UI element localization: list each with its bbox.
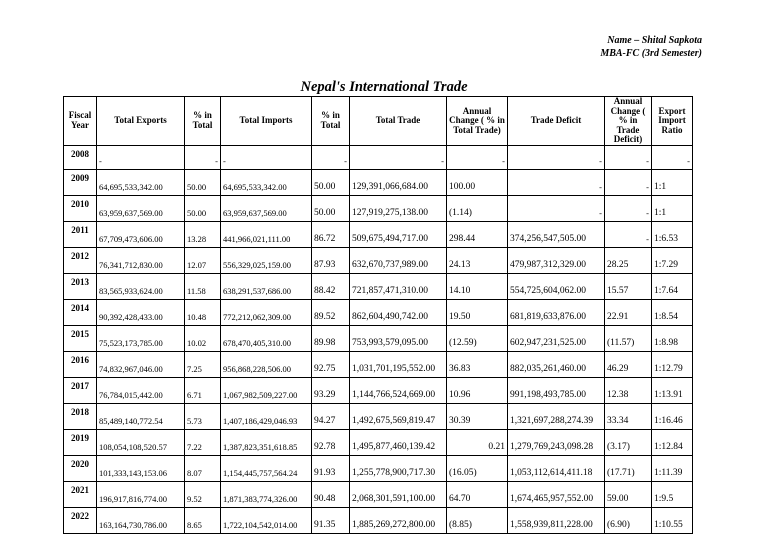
cell-total-imports: 1,871,383,774,326.00	[221, 481, 312, 507]
cell-annual-change-trade: 36.83	[447, 351, 508, 377]
cell-trade-deficit: 1,279,769,243,098.28	[508, 429, 605, 455]
cell-export-share: 9.52	[185, 481, 221, 507]
header-total-trade: Total Trade	[350, 97, 447, 146]
cell-export-import-ratio: 1:8.54	[652, 299, 693, 325]
cell-fiscal-year: 2009	[64, 169, 97, 195]
cell-export-import-ratio: 1:7.64	[652, 273, 693, 299]
cell-total-trade: 509,675,494,717.00	[350, 221, 447, 247]
cell-trade-deficit: 1,674,465,957,552.00	[508, 481, 605, 507]
cell-total-exports: 101,333,143,153.06	[97, 455, 185, 481]
cell-annual-change-trade: (8.85)	[447, 507, 508, 533]
cell-total-exports: 75,523,173,785.00	[97, 325, 185, 351]
cell-fiscal-year: 2011	[64, 221, 97, 247]
trade-table	[63, 96, 693, 534]
cell-annual-change-deficit: (3.17)	[605, 429, 652, 455]
cell-export-share: -	[185, 145, 221, 169]
cell-trade-deficit: 1,321,697,288,274.39	[508, 403, 605, 429]
cell-total-imports: 441,966,021,111.00	[221, 221, 312, 247]
cell-export-share: 12.07	[185, 247, 221, 273]
cell-total-exports: -	[97, 145, 185, 169]
cell-import-share: 91.35	[312, 507, 350, 533]
cell-trade-deficit: -	[508, 145, 605, 169]
cell-export-import-ratio: 1:1	[652, 169, 693, 195]
cell-total-trade: 2,068,301,591,100.00	[350, 481, 447, 507]
cell-total-imports: 1,154,445,757,564.24	[221, 455, 312, 481]
cell-total-imports: 678,470,405,310.00	[221, 325, 312, 351]
header-fiscal-year: Fiscal Year	[64, 97, 97, 146]
cell-total-exports: 76,341,712,830.00	[97, 247, 185, 273]
cell-annual-change-trade: 64.70	[447, 481, 508, 507]
cell-trade-deficit: 374,256,547,505.00	[508, 221, 605, 247]
cell-total-exports: 64,695,533,342.00	[97, 169, 185, 195]
cell-trade-deficit: 602,947,231,525.00	[508, 325, 605, 351]
cell-total-imports: 772,212,062,309.00	[221, 299, 312, 325]
cell-export-import-ratio: 1:11.39	[652, 455, 693, 481]
cell-trade-deficit: 882,035,261,460.00	[508, 351, 605, 377]
cell-annual-change-trade: 10.96	[447, 377, 508, 403]
header-annual-change-trade: Annual Change ( % in Total Trade)	[447, 97, 508, 146]
cell-export-share: 7.22	[185, 429, 221, 455]
cell-total-imports: 1,067,982,509,227.00	[221, 377, 312, 403]
table-header-row	[64, 97, 693, 146]
cell-total-exports: 163,164,730,786.00	[97, 507, 185, 533]
cell-total-trade: 1,492,675,569,819.47	[350, 403, 447, 429]
cell-fiscal-year: 2010	[64, 195, 97, 221]
table-row	[64, 429, 693, 455]
cell-total-exports: 83,565,933,624.00	[97, 273, 185, 299]
header-import-share: % in Total	[312, 97, 350, 146]
cell-export-share: 11.58	[185, 273, 221, 299]
cell-total-trade: 1,144,766,524,669.00	[350, 377, 447, 403]
cell-trade-deficit: -	[508, 195, 605, 221]
cell-fiscal-year: 2014	[64, 299, 97, 325]
cell-annual-change-deficit: (6.90)	[605, 507, 652, 533]
cell-annual-change-trade: 100.00	[447, 169, 508, 195]
cell-import-share: 88.42	[312, 273, 350, 299]
author-name: Name – Shital Sapkota	[607, 35, 702, 46]
cell-trade-deficit: 991,198,493,785.00	[508, 377, 605, 403]
cell-total-trade: 1,031,701,195,552.00	[350, 351, 447, 377]
cell-total-imports: 556,329,025,159.00	[221, 247, 312, 273]
cell-total-imports: -	[221, 145, 312, 169]
cell-total-exports: 63,959,637,569.00	[97, 195, 185, 221]
cell-total-trade: 862,604,490,742.00	[350, 299, 447, 325]
cell-export-import-ratio: 1:9.5	[652, 481, 693, 507]
cell-total-imports: 64,695,533,342.00	[221, 169, 312, 195]
cell-import-share: 50.00	[312, 195, 350, 221]
table-row	[64, 481, 693, 507]
cell-annual-change-deficit: 28.25	[605, 247, 652, 273]
table-row	[64, 377, 693, 403]
cell-export-share: 13.28	[185, 221, 221, 247]
cell-total-trade: 1,495,877,460,139.42	[350, 429, 447, 455]
cell-import-share: 92.78	[312, 429, 350, 455]
cell-fiscal-year: 2022	[64, 507, 97, 533]
cell-total-trade: 129,391,066,684.00	[350, 169, 447, 195]
cell-import-share: 87.93	[312, 247, 350, 273]
cell-annual-change-deficit: 15.57	[605, 273, 652, 299]
cell-total-exports: 90,392,428,433.00	[97, 299, 185, 325]
cell-annual-change-deficit: 59.00	[605, 481, 652, 507]
cell-annual-change-trade: 14.10	[447, 273, 508, 299]
cell-export-share: 8.07	[185, 455, 221, 481]
cell-export-import-ratio: 1:8.98	[652, 325, 693, 351]
cell-trade-deficit: 479,987,312,329.00	[508, 247, 605, 273]
cell-annual-change-deficit: -	[605, 195, 652, 221]
cell-export-share: 5.73	[185, 403, 221, 429]
cell-export-share: 10.02	[185, 325, 221, 351]
cell-total-exports: 67,709,473,606.00	[97, 221, 185, 247]
cell-fiscal-year: 2013	[64, 273, 97, 299]
cell-fiscal-year: 2020	[64, 455, 97, 481]
cell-import-share: -	[312, 145, 350, 169]
cell-import-share: 92.75	[312, 351, 350, 377]
cell-annual-change-deficit: -	[605, 145, 652, 169]
cell-total-trade: 1,255,778,900,717.30	[350, 455, 447, 481]
cell-export-import-ratio: 1:13.91	[652, 377, 693, 403]
cell-annual-change-trade: (16.05)	[447, 455, 508, 481]
cell-export-import-ratio: 1:1	[652, 195, 693, 221]
cell-fiscal-year: 2018	[64, 403, 97, 429]
cell-annual-change-deficit: 33.34	[605, 403, 652, 429]
cell-annual-change-trade: -	[447, 145, 508, 169]
cell-annual-change-deficit: 46.29	[605, 351, 652, 377]
cell-total-exports: 74,832,967,046.00	[97, 351, 185, 377]
cell-total-exports: 196,917,816,774.00	[97, 481, 185, 507]
author-program: MBA-FC (3rd Semester)	[600, 48, 702, 59]
cell-total-trade: 721,857,471,310.00	[350, 273, 447, 299]
table-row	[64, 195, 693, 221]
cell-fiscal-year: 2016	[64, 351, 97, 377]
cell-import-share: 50.00	[312, 169, 350, 195]
cell-total-exports: 85,489,140,772.54	[97, 403, 185, 429]
cell-total-imports: 63,959,637,569.00	[221, 195, 312, 221]
table-row	[64, 273, 693, 299]
cell-annual-change-deficit: (11.57)	[605, 325, 652, 351]
cell-export-share: 50.00	[185, 169, 221, 195]
cell-export-import-ratio: -	[652, 145, 693, 169]
cell-export-import-ratio: 1:6.53	[652, 221, 693, 247]
table-body	[64, 145, 693, 533]
header-export-share: % in Total	[185, 97, 221, 146]
cell-import-share: 90.48	[312, 481, 350, 507]
cell-trade-deficit: 1,558,939,811,228.00	[508, 507, 605, 533]
cell-trade-deficit: 554,725,604,062.00	[508, 273, 605, 299]
cell-export-share: 8.65	[185, 507, 221, 533]
cell-annual-change-trade: (12.59)	[447, 325, 508, 351]
cell-trade-deficit: 1,053,112,614,411.18	[508, 455, 605, 481]
cell-import-share: 89.98	[312, 325, 350, 351]
cell-total-trade: 1,885,269,272,800.00	[350, 507, 447, 533]
cell-annual-change-trade: 24.13	[447, 247, 508, 273]
cell-export-share: 6.71	[185, 377, 221, 403]
table-row	[64, 325, 693, 351]
header-trade-deficit: Trade Deficit	[508, 97, 605, 146]
cell-export-import-ratio: 1:16.46	[652, 403, 693, 429]
author-info	[600, 34, 702, 60]
cell-export-import-ratio: 1:12.84	[652, 429, 693, 455]
cell-total-exports: 108,054,108,520.57	[97, 429, 185, 455]
cell-import-share: 91.93	[312, 455, 350, 481]
header-annual-change-deficit: Annual Change ( % in Trade Deficit)	[605, 97, 652, 146]
cell-fiscal-year: 2012	[64, 247, 97, 273]
cell-annual-change-trade: 19.50	[447, 299, 508, 325]
cell-import-share: 94.27	[312, 403, 350, 429]
cell-total-trade: 632,670,737,989.00	[350, 247, 447, 273]
cell-total-trade: 753,993,579,095.00	[350, 325, 447, 351]
cell-fiscal-year: 2008	[64, 145, 97, 169]
cell-annual-change-deficit: -	[605, 221, 652, 247]
cell-fiscal-year: 2019	[64, 429, 97, 455]
cell-export-import-ratio: 1:12.79	[652, 351, 693, 377]
cell-export-share: 7.25	[185, 351, 221, 377]
header-export-import-ratio: Export Import Ratio	[652, 97, 693, 146]
cell-annual-change-trade: 30.39	[447, 403, 508, 429]
cell-export-import-ratio: 1:7.29	[652, 247, 693, 273]
table-row	[64, 221, 693, 247]
cell-import-share: 93.29	[312, 377, 350, 403]
table-row	[64, 299, 693, 325]
table-row	[64, 169, 693, 195]
cell-annual-change-trade: (1.14)	[447, 195, 508, 221]
cell-total-imports: 1,387,823,351,618.85	[221, 429, 312, 455]
cell-annual-change-deficit: 12.38	[605, 377, 652, 403]
cell-total-imports: 1,722,104,542,014.00	[221, 507, 312, 533]
cell-total-imports: 1,407,186,429,046.93	[221, 403, 312, 429]
table-row	[64, 351, 693, 377]
table-row	[64, 507, 693, 533]
header-total-exports: Total Exports	[97, 97, 185, 146]
cell-annual-change-trade: 0.21	[447, 429, 508, 455]
cell-total-exports: 76,784,015,442.00	[97, 377, 185, 403]
cell-import-share: 89.52	[312, 299, 350, 325]
cell-total-imports: 956,868,228,506.00	[221, 351, 312, 377]
cell-export-share: 10.48	[185, 299, 221, 325]
cell-annual-change-deficit: 22.91	[605, 299, 652, 325]
table-row	[64, 455, 693, 481]
cell-fiscal-year: 2017	[64, 377, 97, 403]
cell-trade-deficit: 681,819,633,876.00	[508, 299, 605, 325]
cell-total-imports: 638,291,537,686.00	[221, 273, 312, 299]
table-row	[64, 403, 693, 429]
cell-export-share: 50.00	[185, 195, 221, 221]
cell-fiscal-year: 2015	[64, 325, 97, 351]
cell-trade-deficit: -	[508, 169, 605, 195]
page-title: Nepal's International Trade	[300, 79, 468, 95]
cell-export-import-ratio: 1:10.55	[652, 507, 693, 533]
header-total-imports: Total Imports	[221, 97, 312, 146]
cell-annual-change-trade: 298.44	[447, 221, 508, 247]
cell-import-share: 86.72	[312, 221, 350, 247]
cell-total-trade: 127,919,275,138.00	[350, 195, 447, 221]
cell-annual-change-deficit: -	[605, 169, 652, 195]
table-row	[64, 247, 693, 273]
cell-fiscal-year: 2021	[64, 481, 97, 507]
cell-annual-change-deficit: (17.71)	[605, 455, 652, 481]
table-row	[64, 145, 693, 169]
cell-total-trade: -	[350, 145, 447, 169]
